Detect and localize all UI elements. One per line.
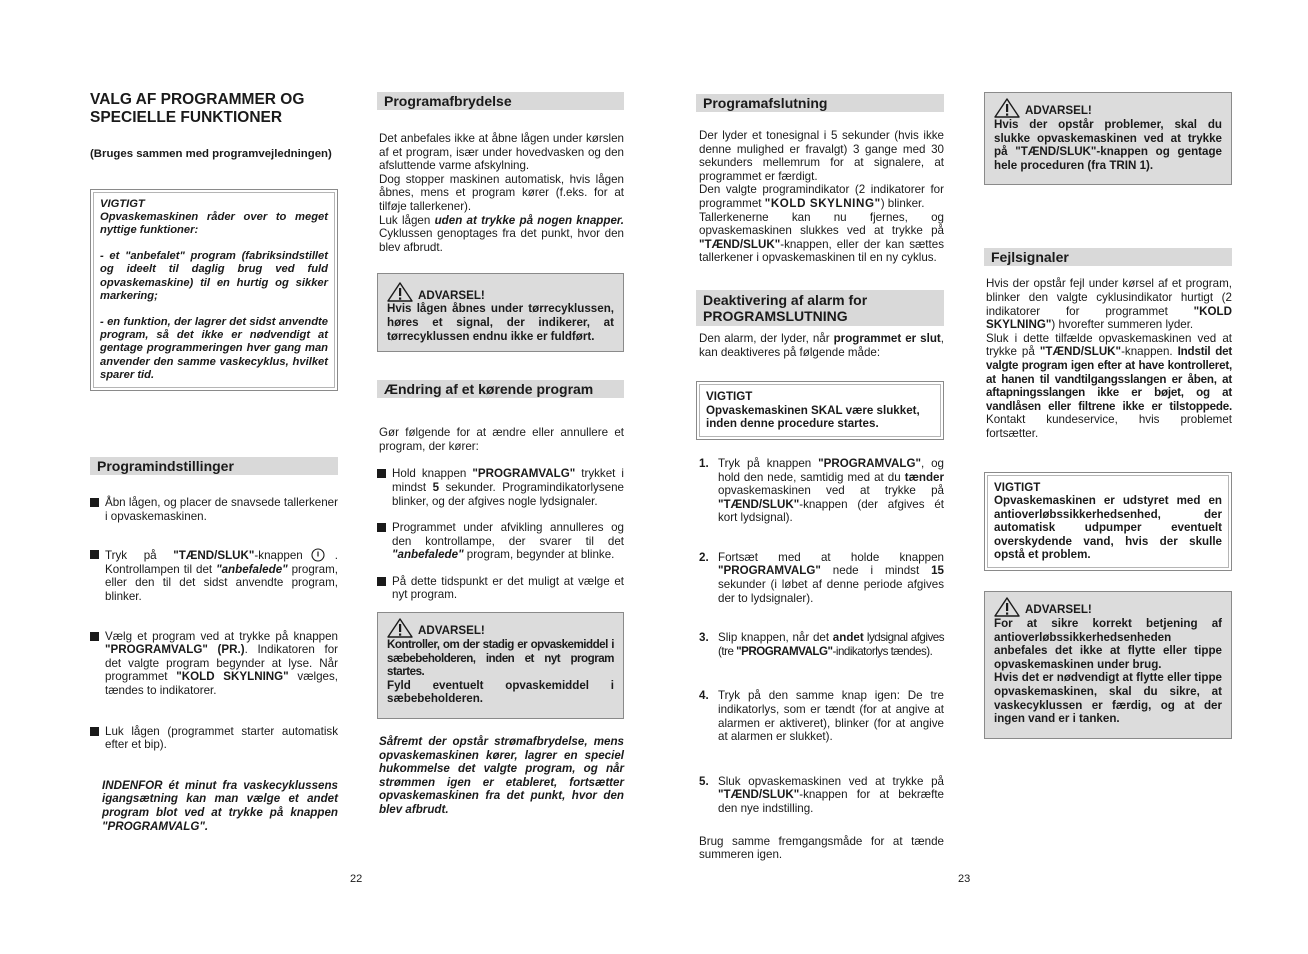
- column-4: [984, 92, 1232, 739]
- emphasis: "anbefalede": [392, 548, 464, 562]
- vigtigt-heading: VIGTIGT: [994, 480, 1041, 494]
- text: -knappen.: [1121, 345, 1178, 359]
- text: sekunder. Programindikatorlysene blinker, og der afgives nogle lydsignaler.: [392, 480, 624, 508]
- vigtigt-text-2: - et "anbefalet" program (fabriksindstillet og ideelt til daglig brug ved fuld opvaskemaskine) til en hurtig og sikker markering;: [100, 250, 328, 302]
- advarsel-box: [377, 273, 624, 352]
- subtitle: (Bruges sammen med programvejledningen): [90, 148, 332, 160]
- text: Sluk i dette tilfælde opvaskemaskinen ved at trykke på: [986, 331, 1232, 359]
- list-item-text: Vælg et program ved at trykke på knappen: [105, 629, 338, 643]
- column-3: [696, 94, 944, 862]
- list-item-text: vælges, tændes to indikatorer.: [105, 670, 338, 697]
- step-item: [699, 551, 944, 605]
- list-item-text: Tryk på: [105, 549, 174, 563]
- warning-title: ADVARSEL!: [1025, 104, 1092, 118]
- emphasis: andet: [832, 631, 864, 645]
- key-label: "PROGRAMVALG": [102, 819, 205, 833]
- number: 15: [931, 564, 944, 578]
- paragraph: [696, 332, 944, 359]
- list-item: [90, 725, 338, 752]
- paragraph: Brug samme fremgangsmåde for at tænde summeren igen.: [699, 834, 944, 862]
- section-header-programindstillinger: Programindstillinger: [90, 457, 338, 475]
- section-header-aendring: Ændring af et kørende program: [377, 380, 624, 398]
- emphasis: uden at trykke på nogen knapper.: [434, 213, 624, 227]
- warning-title: ADVARSEL!: [1025, 603, 1092, 617]
- list-item: [377, 575, 624, 602]
- list-item: [90, 496, 338, 523]
- key-label: "TÆND/SLUK": [718, 497, 800, 511]
- text: program, begynder at blinke.: [463, 548, 615, 562]
- power-icon: [311, 548, 325, 562]
- page-number-right: 23: [958, 873, 971, 885]
- step-item: [699, 631, 944, 658]
- paragraph-text: [699, 211, 944, 265]
- warning-icon: [994, 98, 1020, 118]
- advarsel-box: [984, 591, 1232, 739]
- text: Kontakt kundeservice, hvis problemet fortsætter.: [986, 413, 1232, 440]
- column-1: [90, 91, 338, 833]
- key-label: "TÆND/SLUK": [699, 237, 781, 251]
- emphasis: Indstil det valgte program igen efter at have kontrolleret, at hanen til vandtilgangsslangen er åben, at aftapningsslangen ikke er bøjet, og at vandlåsen eller filtrene ikke er tilstoppede.: [986, 345, 1232, 413]
- text: Hold knappen: [392, 467, 473, 481]
- text: , og hold den nede, samtidig med at du: [718, 456, 944, 484]
- text: Tryk på den samme knap igen: De tre indikatorlys, som er tændt (for at angive at alarmen er aktiveret), blinker (for at angive at alarmen er slukket).: [718, 689, 944, 744]
- vigtigt-box: [984, 472, 1232, 572]
- vigtigt-text-3: - en funktion, der lagrer det sidst anvendte program, så det ikke er nødvendigt at gentage programmeringen hver gang man anvender den samme vaskecyklus, hvilket sparer tid.: [100, 316, 328, 381]
- paragraph-text: Det anbefales ikke at åbne lågen under kørslen af et program, især under hovedvasken og den afsluttende varme afskylning.: [379, 132, 624, 173]
- list-item-text: program, eller den til det sidst anvendte program, blinker.: [105, 562, 338, 603]
- list-item: [90, 548, 338, 603]
- paragraph-text: Der lyder et tonesignal i 5 sekunder (hvis ikke denne mulighed er fravalgt) 3 gange med 30 sekunders mellemrum for at signalere, at programmet er færdigt.: [699, 129, 944, 183]
- emphasis: tænder: [904, 470, 944, 484]
- text: ) hvorefter summeren lyder.: [1051, 318, 1194, 332]
- text: nede i mindst: [820, 564, 932, 578]
- step-number: 5.: [699, 774, 709, 788]
- text: -knappen, eller der kan sættes tallerkener i opvaskemaskinen til en ny cyklus.: [699, 237, 944, 265]
- text: På dette tidspunkt er det muligt at vælge et nyt program.: [392, 574, 624, 602]
- text: Sluk opvaskemaskinen ved at trykke på: [718, 774, 944, 788]
- vigtigt-text: Opvaskemaskinen SKAL være slukket, inden denne procedure startes.: [706, 403, 920, 431]
- page-number-left: 22: [350, 873, 363, 885]
- key-label: "PROGRAMVALG": [718, 564, 821, 578]
- key-label: "PROGRAMVALG": [736, 644, 833, 658]
- list-item: [377, 467, 624, 508]
- step-number: 1.: [699, 456, 709, 470]
- list-item-text: Kontrollampen til det: [105, 562, 217, 576]
- text: Programmet under afvikling annulleres og den kontrollampe, der svarer til det: [392, 521, 624, 548]
- text: Den alarm, der lyder, når: [699, 331, 834, 345]
- step-item: [699, 457, 944, 525]
- warning-text: Fyld eventuelt opvaskemiddel i sæbebeholderen.: [387, 678, 614, 706]
- text: Luk lågen: [379, 213, 435, 227]
- note-text: INDENFOR ét minut fra vaskecyklussens igangsætning kan man vælge et andet program blot ved at trykke på knappen: [102, 778, 338, 819]
- paragraph-text: [986, 277, 1232, 331]
- vigtigt-box: [90, 189, 338, 391]
- warning-title: ADVARSEL!: [418, 624, 485, 638]
- paragraph-text: [379, 214, 624, 255]
- warning-heading: [387, 282, 614, 302]
- list-item-text: . Indikatoren for det valgte program begynder at lyse. Når programmet: [105, 643, 339, 684]
- list-item: [377, 521, 624, 562]
- text: Slip knappen, når det: [718, 631, 833, 645]
- vigtigt-box: [696, 381, 944, 440]
- warning-heading: [994, 98, 1222, 118]
- text: , kan deaktiveres på følgende måde:: [699, 331, 944, 359]
- paragraph-text: Dog stopper maskinen automatisk, hvis lågen åbnes, mens et program kører (f.eks. for at tilføje tallerkener).: [379, 172, 624, 213]
- column-2: [377, 92, 624, 817]
- text: Tryk på knappen: [718, 456, 819, 470]
- vigtigt-heading: VIGTIGT: [706, 390, 753, 404]
- text: opvaskemaskinen ved at trykke på: [718, 484, 944, 498]
- key-label: "PROGRAMVALG": [472, 467, 576, 481]
- list-item: [90, 630, 338, 698]
- warning-text: For at sikre korrekt betjening af antioverløbssikkerhedsenheden anbefales det ikke at flytte eller tippe opvaskemaskinen under brug.: [994, 617, 1222, 671]
- paragraph-text: [699, 183, 944, 210]
- text: -indikatorlys tændes).: [832, 644, 933, 658]
- emphasis: "anbefalede": [216, 562, 288, 576]
- section-header-programafbrydelse: Programafbrydelse: [377, 92, 624, 110]
- key-label: "KOLD SKYLNING": [176, 670, 289, 684]
- warning-icon: [387, 282, 413, 302]
- list-item-text: Åbn lågen, og placer de snavsede tallerkener i opvaskemaskinen.: [105, 496, 338, 523]
- text: Cyklussen genoptages fra det punkt, hvor den blev afbrudt.: [379, 227, 624, 254]
- key-label: "KOLD SKYLNING": [764, 196, 881, 210]
- warning-text: Hvis lågen åbnes under tørrecyklussen, høres et signal, der indikerer, at tørrecyklussen endnu ikke er fuldført.: [387, 302, 614, 343]
- key-label: "TÆND/SLUK": [173, 549, 255, 563]
- key-label: "TÆND/SLUK": [718, 788, 800, 802]
- vigtigt-heading: VIGTIGT: [100, 197, 145, 210]
- note-text: .: [204, 819, 209, 833]
- number: 5: [432, 480, 440, 494]
- list-item-text: .: [334, 549, 338, 563]
- step-item: [699, 689, 944, 743]
- vigtigt-text-1: Opvaskemaskinen råder over to meget nyttige funktioner:: [100, 210, 328, 236]
- list-item-text: -knappen: [254, 549, 303, 563]
- warning-icon: [994, 597, 1020, 617]
- warning-text: Hvis det er nødvendigt at flytte eller tippe opvaskemaskinen, skal du sikre, at vaskecyklussen er færdig, og at der ingen vand er i tanken.: [994, 671, 1222, 726]
- warning-text: Hvis der opstår problemer, skal du slukke opvaskemaskinen ved at trykke på "TÆND/SLUK"-knappen og gentage hele proceduren (fra TRIN 1).: [994, 118, 1222, 172]
- text: -knappen for at bekræfte den nye indstilling.: [718, 788, 944, 815]
- advarsel-box: [984, 92, 1232, 185]
- text: Den valgte programindikator (2 indikatorer for programmet: [699, 183, 944, 210]
- text: lydsignal afgives (tre: [718, 631, 945, 658]
- advarsel-box: [377, 612, 624, 719]
- warning-heading: [994, 597, 1222, 617]
- warning-icon: [387, 618, 413, 638]
- paragraph: [984, 277, 1232, 440]
- list-item-text: Luk lågen (programmet starter automatisk efter et bip).: [105, 724, 338, 752]
- text: ) blinker.: [880, 196, 925, 210]
- page-title: VALG AF PROGRAMMER OG SPECIELLE FUNKTIONER: [90, 91, 305, 126]
- text: Hvis der opstår fejl under kørsel af et program, blinker den valgte cyklusindikator hurtigt (2 indikatorer for programmet: [986, 277, 1232, 318]
- section-header-deaktivering: Deaktivering af alarm for PROGRAMSLUTNING: [696, 290, 944, 326]
- paragraph: Gør følgende for at ændre eller annullere et program, der kører:: [379, 426, 624, 453]
- warning-title: ADVARSEL!: [418, 288, 485, 302]
- warning-heading: [387, 618, 614, 638]
- key-label: "KOLD SKYLNING": [986, 304, 1232, 332]
- text: Fortsæt med at holde knappen: [718, 550, 944, 564]
- warning-text: Kontroller, om der stadig er opvaskemiddel i sæbebeholderen, inden et nyt program startes.: [387, 638, 614, 679]
- emphasis: programmet er slut: [833, 331, 941, 345]
- step-number: 4.: [699, 689, 709, 703]
- section-header-fejlsignaler: Fejlsignaler: [984, 248, 1232, 266]
- text: -knappen (der afgives ét kort lydsignal).: [718, 497, 944, 525]
- key-label: "PROGRAMVALG" (PR.): [105, 643, 245, 657]
- key-label: "TÆND/SLUK": [1039, 345, 1122, 359]
- key-label: "PROGRAMVALG": [818, 456, 921, 470]
- vigtigt-text: Opvaskemaskinen er udstyret med en antioverløbssikkerhedsenhed, der automatisk udpumper eventuelt overskydende vand, hvis der skulle opstå et problem.: [994, 494, 1222, 562]
- section-header-programafslutning: Programafslutning: [696, 94, 944, 112]
- step-item: [699, 775, 944, 816]
- note-indenfor: [90, 779, 338, 833]
- step-number: 3.: [699, 631, 709, 645]
- text: trykket i mindst: [392, 467, 624, 494]
- text: sekunder (i løbet af denne periode afgives der to lydsignaler).: [718, 578, 944, 605]
- note-stromafbrydelse: Såfremt der opstår strømafbrydelse, mens opvaskemaskinen kører, lagrer en speciel hukommelse det valgte program, og når strømmen igen er etableret, fortsætter opvaskemaskinen fra det punkt, hvor den blev afbrudt.: [379, 735, 624, 816]
- paragraph: [696, 129, 944, 265]
- text: Tallerkenerne kan nu fjernes, og opvaskemaskinen slukkes ved at trykke på: [699, 210, 944, 238]
- paragraph-text: [986, 332, 1232, 441]
- paragraph: [377, 132, 624, 254]
- step-number: 2.: [699, 550, 709, 564]
